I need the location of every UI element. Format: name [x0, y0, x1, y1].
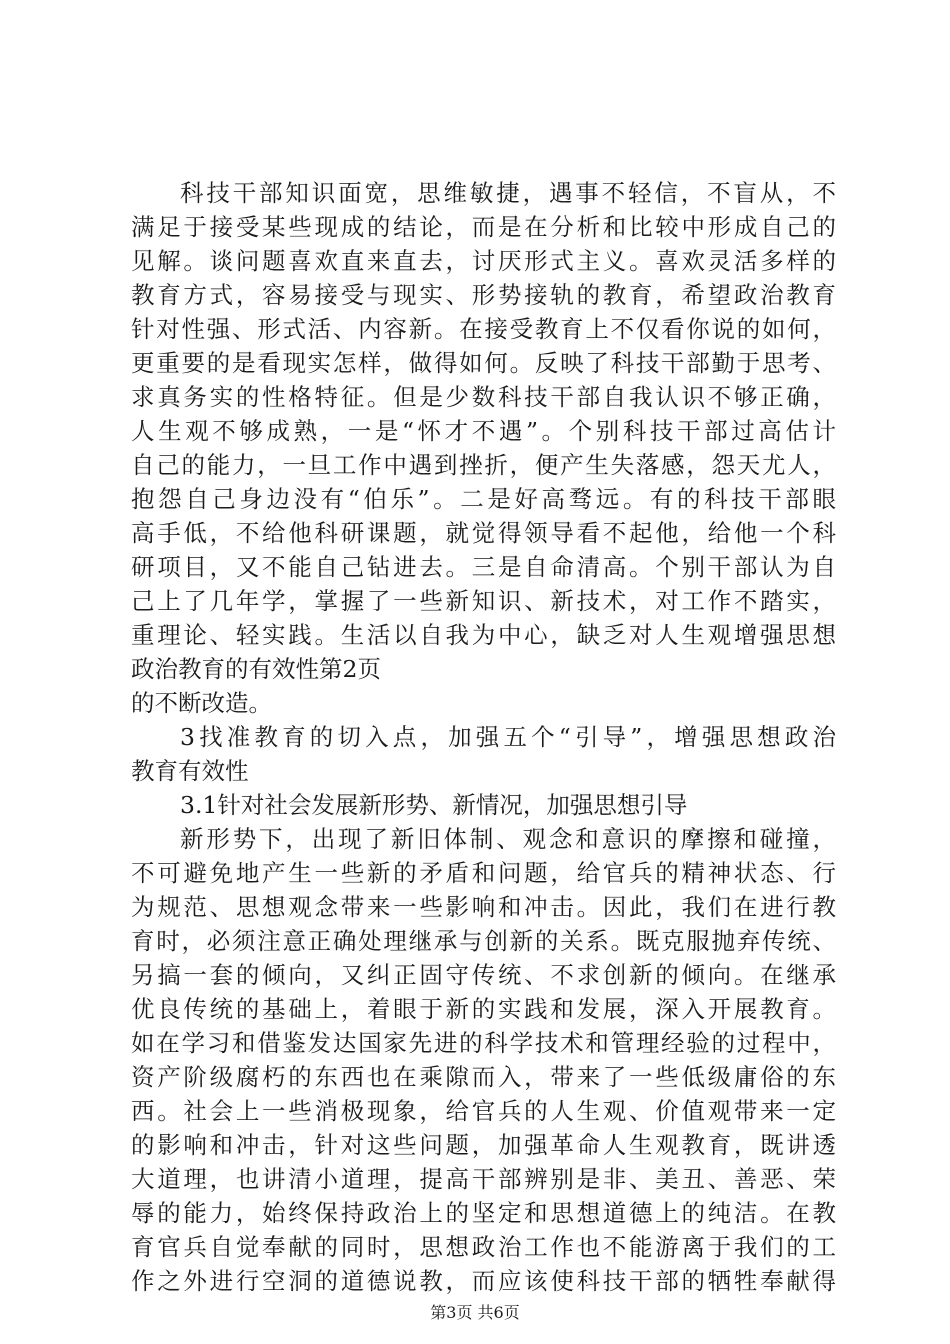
text-line: 科技干部知识面宽，思维敏捷，遇事不轻信，不盲从，不	[180, 179, 836, 207]
text-line: 资产阶级腐朽的东西也在乘隙而入，带来了一些低级庸俗的东	[131, 1063, 836, 1091]
text-line: 人生观不够成熟，一是“怀才不遇”。个别科技干部过高估计	[131, 417, 836, 445]
text-line: 另搞一套的倾向，又纠正固守传统、不求创新的倾向。在继承	[131, 961, 836, 989]
section-heading: 教育有效性	[131, 757, 249, 785]
text-line: 研项目，又不能自己钻进去。三是自命清高。个别干部认为自	[131, 553, 836, 581]
section-heading: 3找准教育的切入点，加强五个“引导”，增强思想政治	[180, 723, 836, 751]
text-line: 大道理，也讲清小道理，提高干部辨别是非、美丑、善恶、荣	[131, 1165, 836, 1193]
text-line: 不可避免地产生一些新的矛盾和问题，给官兵的精神状态、行	[131, 859, 836, 887]
text-line: 政治教育的有效性第2页	[131, 655, 381, 683]
text-line: 育时，必须注意正确处理继承与创新的关系。既克服抛弃传统、	[131, 927, 836, 955]
text-line: 教育方式，容易接受与现实、形势接轨的教育，希望政治教育	[131, 281, 836, 309]
text-line: 的影响和冲击，针对这些问题，加强革命人生观教育，既讲透	[131, 1131, 836, 1159]
text-line: 育官兵自觉奉献的同时，思想政治工作也不能游离于我们的工	[131, 1233, 836, 1261]
page-number-footer: 第3页 共6页	[430, 1303, 520, 1322]
text-line: 见解。谈问题喜欢直来直去，讨厌形式主义。喜欢灵活多样的	[131, 247, 836, 275]
text-line: 高手低，不给他科研课题，就觉得领导看不起他，给他一个科	[131, 519, 836, 547]
subsection-heading: 3.1针对社会发展新形势、新情况，加强思想引导	[180, 791, 688, 819]
text-line: 己上了几年学，掌握了一些新知识、新技术，对工作不踏实，	[131, 587, 836, 615]
text-line: 自己的能力，一旦工作中遇到挫折，便产生失落感，怨天尤人，	[131, 451, 836, 479]
text-line: 辱的能力，始终保持政治上的坚定和思想道德上的纯洁。在教	[131, 1199, 836, 1227]
text-line: 求真务实的性格特征。但是少数科技干部自我认识不够正确，	[131, 383, 836, 411]
text-line: 重理论、轻实践。生活以自我为中心，缺乏对人生观增强思想	[131, 621, 836, 649]
text-line: 新形势下，出现了新旧体制、观念和意识的摩擦和碰撞，	[180, 825, 836, 853]
text-line: 作之外进行空洞的道德说教，而应该使科技干部的牺牲奉献得	[131, 1267, 836, 1295]
text-line: 抱怨自己身边没有“伯乐”。二是好高骛远。有的科技干部眼	[131, 485, 836, 513]
text-line: 针对性强、形式活、内容新。在接受教育上不仅看你说的如何，	[131, 315, 836, 343]
text-line: 西。社会上一些消极现象，给官兵的人生观、价值观带来一定	[131, 1097, 836, 1125]
text-line: 如在学习和借鉴发达国家先进的科学技术和管理经验的过程中，	[131, 1029, 836, 1057]
text-line: 优良传统的基础上，着眼于新的实践和发展，深入开展教育。	[131, 995, 836, 1023]
text-line: 的不断改造。	[131, 689, 272, 717]
text-line: 为规范、思想观念带来一些影响和冲击。因此，我们在进行教	[131, 893, 836, 921]
text-line: 满足于接受某些现成的结论，而是在分析和比较中形成自己的	[131, 213, 836, 241]
text-line: 更重要的是看现实怎样，做得如何。反映了科技干部勤于思考、	[131, 349, 836, 377]
